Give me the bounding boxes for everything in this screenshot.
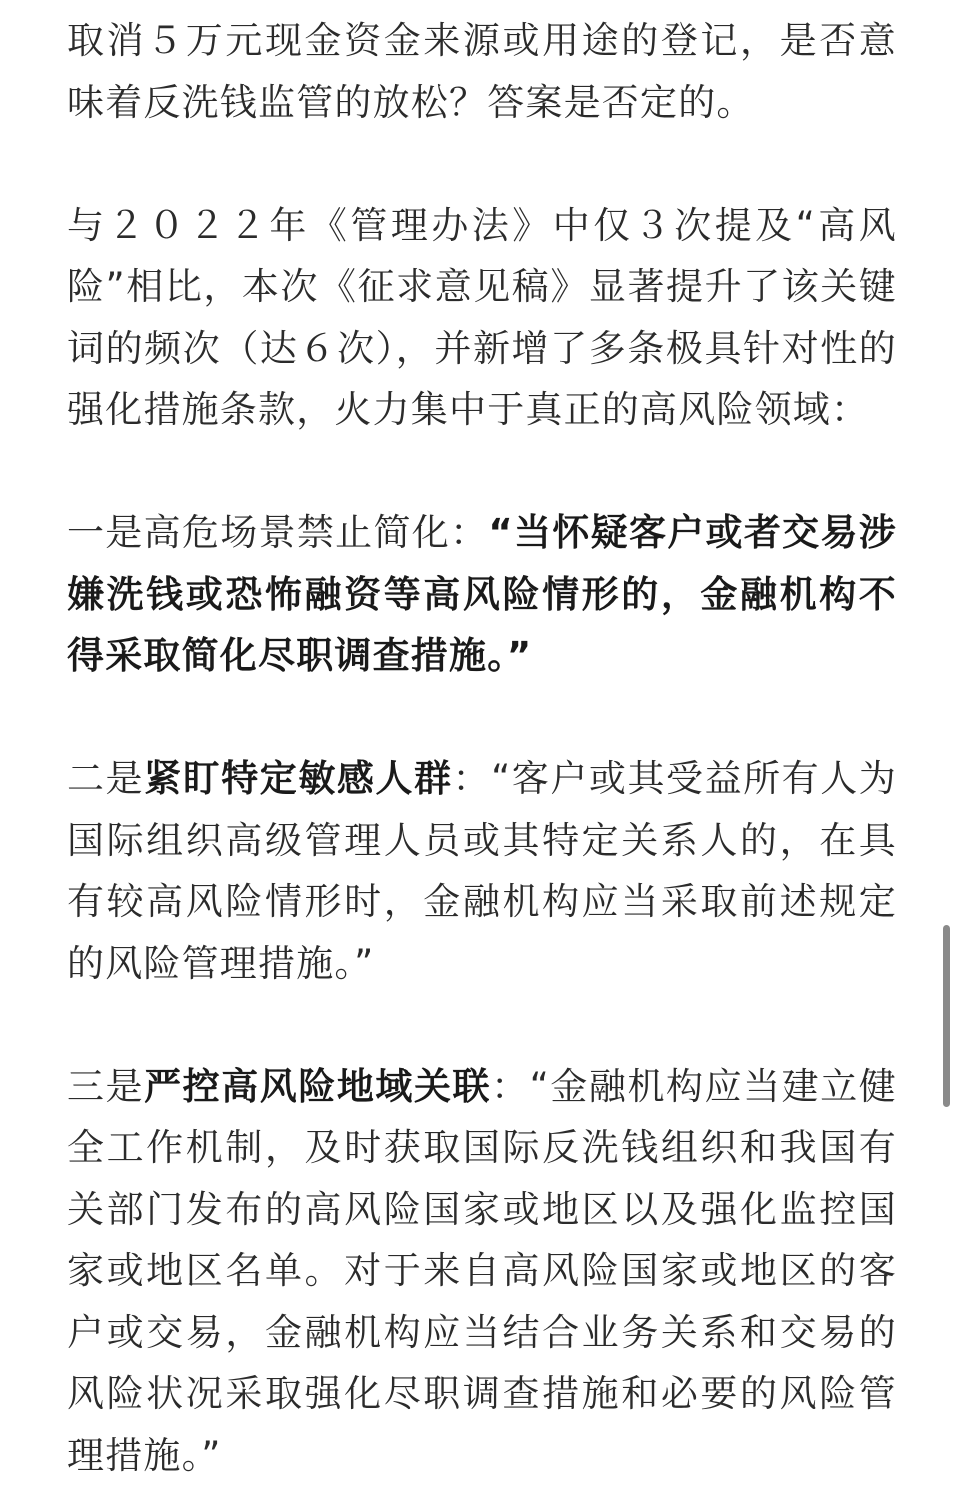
point-one-prefix: 一是高危场景禁止简化：: [67, 511, 488, 554]
vertical-scrollbar[interactable]: [948, 0, 960, 1439]
paragraph-point-three: [67, 1056, 897, 1486]
paragraph-comparison: [67, 195, 897, 441]
paragraph-intro: [67, 10, 897, 133]
point-three-prefix: 三是: [67, 1065, 144, 1108]
scrollbar-thumb[interactable]: [943, 925, 950, 1107]
point-one-quote: “当怀疑客户或者交易涉嫌洗钱或恐怖融资等高风险情形的，金融机构不得采取简化尽职调查措施。”: [67, 511, 897, 677]
paragraph-point-one: [67, 502, 897, 687]
paragraph-comparison-text: 与２０２２年《管理办法》中仅３次提及“高风险”相比，本次《征求意见稿》显著提升了该关键词的频次（达６次），并新增了多条极具针对性的强化措施条款，火力集中于真正的高风险领域：: [67, 204, 897, 432]
point-two-heading: 紧盯特定敏感人群: [144, 757, 452, 800]
paragraph-point-two: [67, 748, 897, 994]
paragraph-intro-text: 取消５万元现金资金来源或用途的登记，是否意味着反洗钱监管的放松？答案是否定的。: [67, 19, 897, 124]
point-two-prefix: 二是: [67, 757, 144, 800]
point-two-quote: ：“客户或其受益所有人为国际组织高级管理人员或其特定关系人的，在具有较高风险情形时，金融机构应当采取前述规定的风险管理措施。”: [67, 757, 897, 985]
point-three-quote: ：“金融机构应当建立健全工作机制，及时获取国际反洗钱组织和我国有关部门发布的高风险国家或地区以及强化监控国家或地区名单。对于来自高风险国家或地区的客户或交易，金融机构应当结合业务关系和交易的风险状况采取强化尽职调查措施和必要的风险管理措施。”: [67, 1065, 897, 1477]
point-three-heading: 严控高风险地域关联: [144, 1065, 491, 1108]
article-body: [67, 10, 897, 1486]
